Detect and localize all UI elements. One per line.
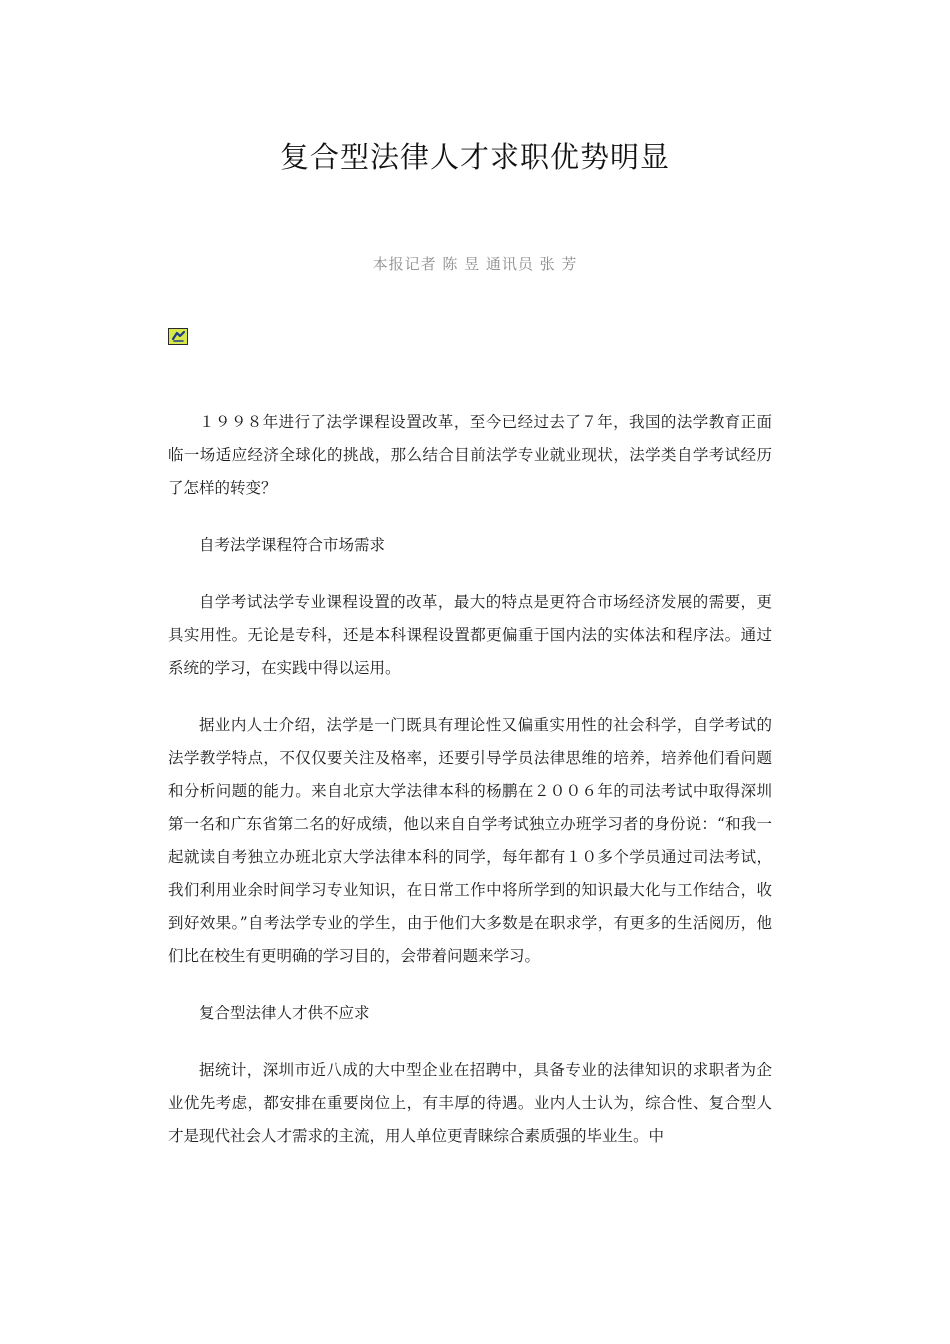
section-heading-talent-demand: 复合型法律人才供不应求 xyxy=(199,1004,370,1022)
article-byline: 本报记者 陈 昱 通讯员 张 芳 xyxy=(372,255,578,273)
document-link-icon-glyph xyxy=(171,330,187,343)
paragraph-intro: １９９８年进行了法学课程设置改革，至今已经过去了７年，我国的法学教育正面临一场适应经济全球化的挑战，那么结合目前法学专业就业现状，法学类自学考试经历了怎样的转变？ xyxy=(168,413,772,497)
paragraph-statistics: 据统计，深圳市近八成的大中型企业在招聘中，具备专业的法律知识的求职者为企业优先考虑，都安排在重要岗位上，有丰厚的待遇。业内人士认为，综合性、复合型人才是现代社会人才需求的主流，用人单位更青睐综合素质强的毕业生。中 xyxy=(168,1061,772,1145)
paragraph-curriculum-reform: 自学考试法学专业课程设置的改革，最大的特点是更符合市场经济发展的需要，更具实用性。无论是专科，还是本科课程设置都更偏重于国内法的实体法和程序法。通过系统的学习，在实践中得以运用。 xyxy=(168,593,772,677)
paragraph-insider-comments: 据业内人士介绍，法学是一门既具有理论性又偏重实用性的社会科学，自学考试的法学教学特点，不仅仅要关注及格率，还要引导学员法律思维的培养，培养他们看问题和分析问题的能力。来自北京大学法律本科的杨鹏在２００６年的司法考试中取得深圳第一名和广东省第二名的好成绩，他以来自自学考试独立办班学习者的身份说：“和我一起就读自考独立办班北京大学法律本科的同学，每年都有１０多个学员通过司法考试，我们利用业余时间学习专业知识，在日常工作中将所学到的知识最大化与工作结合，收到好效果。”自考法学专业的学生，由于他们大多数是在职求学，有更多的生活阅历，他们比在校生有更明确的学习目的，会带着问题来学习。 xyxy=(168,716,772,965)
article-body xyxy=(168,406,772,1177)
document-link-icon[interactable] xyxy=(168,328,188,345)
article-title: 复合型法律人才求职优势明显 xyxy=(279,140,670,174)
section-heading-market-demand: 自考法学课程符合市场需求 xyxy=(199,536,386,554)
